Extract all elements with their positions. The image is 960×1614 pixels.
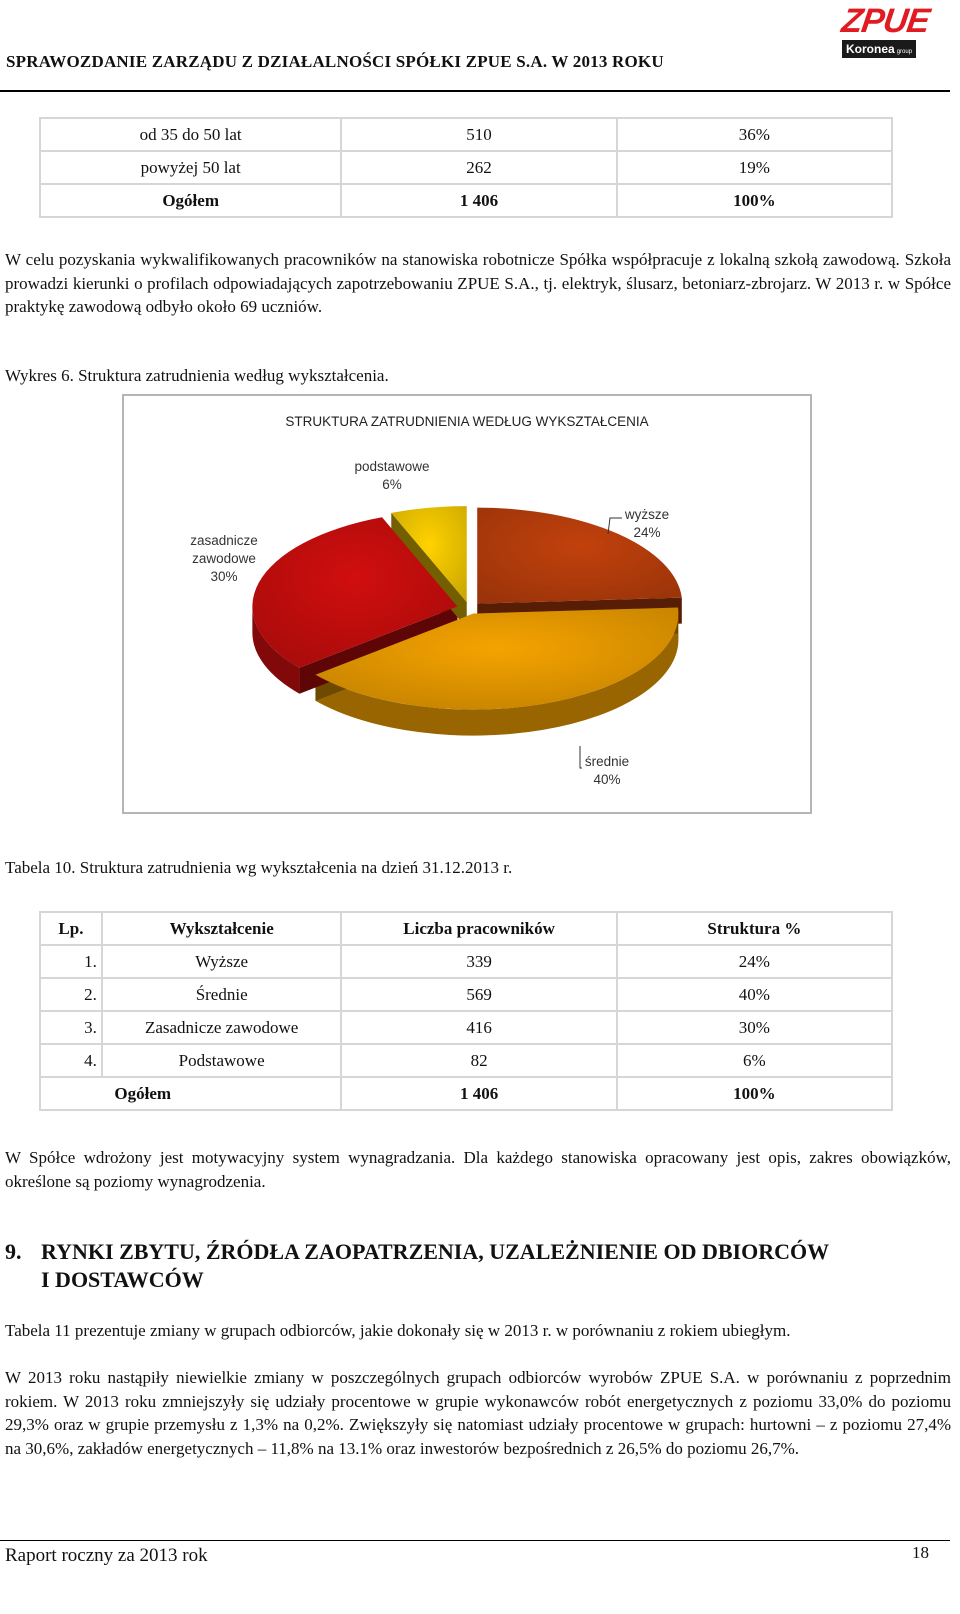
logo-koronea-band [842, 40, 916, 58]
table-cell: Ogółem [40, 184, 341, 217]
pie-chart-svg [124, 396, 810, 812]
header-rule [0, 90, 950, 92]
table-cell: 30% [617, 1011, 892, 1044]
pie-label-wyzsze-name: wyższe [624, 507, 670, 522]
table10-caption: Tabela 10. Struktura zatrudnienia wg wykształcenia na dzień 31.12.2013 r. [5, 858, 513, 877]
table-cell: 569 [341, 978, 616, 1011]
section-title-line2: I DOSTAWCÓW [41, 1267, 204, 1292]
report-header-title: SPRAWOZDANIE ZARZĄDU Z DZIAŁALNOŚCI SPÓŁKI ZPUE S.A. W 2013 ROKU [6, 52, 664, 71]
table-cell: 416 [341, 1011, 616, 1044]
column-header: Struktura % [617, 912, 892, 945]
table-cell: 40% [617, 978, 892, 1011]
table-cell: Podstawowe [102, 1044, 342, 1077]
table-total-row [40, 1077, 892, 1110]
table-row [40, 118, 892, 151]
table-cell: powyżej 50 lat [40, 151, 341, 184]
table-cell: 24% [617, 945, 892, 978]
table-cell: 6% [617, 1044, 892, 1077]
table-cell: Ogółem [40, 1077, 341, 1110]
paragraph-customer-groups: W 2013 roku nastąpiły niewielkie zmiany w poszczególnych grupach odbiorców wyrobów ZPUE S.A. w porównaniu z poprzednim rokiem. W 2013 roku zmniejszyły się udziały procentowe w grupie wykonawców robót energetycznych z poziomu 33,0% do poziomu 29,3% oraz w grupie przemysłu z 1,3% na 0,2%. Zwiększyły się natomiast udziały procentowe w grupach: hurtowni – z poziomu 27,4% na 30,6%, zakładów energetycznych – 11,8% na 13.1% oraz inwestorów bezpośrednich z 26,5% do poziomu 26,7%. [5, 1368, 951, 1458]
logo-koronea-text: Koronea [846, 42, 895, 56]
pie-label-zasadnicze-line2: zawodowe [192, 551, 256, 566]
table-row [40, 1011, 892, 1044]
column-header: Lp. [40, 912, 102, 945]
table-cell: 339 [341, 945, 616, 978]
age-structure-table [39, 117, 893, 218]
zpue-logo [839, 2, 932, 62]
pie-label-srednie [572, 753, 642, 789]
table-cell: 2. [40, 978, 102, 1011]
logo-group-text: group [896, 49, 913, 55]
table-cell: 19% [617, 151, 892, 184]
chart-title: STRUKTURA ZATRUDNIENIA WEDŁUG WYKSZTAŁCENIA [285, 414, 649, 429]
table-row [40, 945, 892, 978]
pie-label-srednie-pct: 40% [593, 772, 621, 787]
table-cell: 100% [617, 1077, 892, 1110]
chart-caption: Wykres 6. Struktura zatrudnienia według wykształcenia. [5, 366, 389, 385]
section-number: 9. [5, 1239, 22, 1264]
pie-label-wyzsze [612, 506, 682, 542]
footer-report-title: Raport roczny za 2013 rok [5, 1545, 208, 1566]
section-9-heading [5, 1238, 829, 1294]
pie-label-zasadnicze-line1: zasadnicze [190, 533, 258, 548]
section-title-line1: RYNKI ZBYTU, ŹRÓDŁA ZAOPATRZENIA, UZALEŻNIENIE OD DBIORCÓW [41, 1239, 830, 1264]
pie-label-zasadnicze [179, 532, 269, 586]
pie-label-srednie-name: średnie [584, 754, 630, 769]
table-cell: 100% [617, 184, 892, 217]
table-row [40, 151, 892, 184]
footer-rule [0, 1540, 950, 1541]
pie-label-podstawowe-name: podstawowe [354, 459, 430, 474]
column-header: Wykształcenie [102, 912, 342, 945]
table-cell: od 35 do 50 lat [40, 118, 341, 151]
education-pie-chart [122, 394, 812, 814]
education-structure-table [39, 911, 893, 1111]
pie-label-wyzsze-pct: 24% [633, 525, 661, 540]
table-cell: 1 406 [341, 1077, 616, 1110]
table-total-row [40, 184, 892, 217]
table-cell: 1. [40, 945, 102, 978]
table-cell: Wyższe [102, 945, 342, 978]
table-cell: 4. [40, 1044, 102, 1077]
table-cell: 82 [341, 1044, 616, 1077]
pie-label-podstawowe-pct: 6% [382, 477, 402, 492]
table-cell: 510 [341, 118, 616, 151]
pie-label-podstawowe [342, 458, 442, 494]
table-cell: 262 [341, 151, 616, 184]
table-cell: Średnie [102, 978, 342, 1011]
paragraph-table11-intro: Tabela 11 prezentuje zmiany w grupach odbiorców, jakie dokonały się w 2013 r. w porównaniu z rokiem ubiegłym. [5, 1321, 791, 1340]
paragraph-vocational-school: W celu pozyskania wykwalifikowanych pracowników na stanowiska robotnicze Spółka współpracuje z lokalną szkołą zawodową. Szkoła prowadzi kierunki o profilach odpowiadających zapotrzebowaniu ZPUE S.A., tj. elektryk, ślusarz, betoniarz-zbrojarz. W 2013 r. w Spółce praktykę zawodową odbyło około 69 uczniów. [5, 250, 951, 316]
table-row [40, 978, 892, 1011]
paragraph-remuneration: W Spółce wdrożony jest motywacyjny system wynagradzania. Dla każdego stanowiska opracowany jest opis, zakres obowiązków, określone są poziomy wynagrodzenia. [5, 1148, 951, 1191]
table-cell: 3. [40, 1011, 102, 1044]
column-header: Liczba pracowników [341, 912, 616, 945]
pie-label-zasadnicze-pct: 30% [210, 569, 238, 584]
table-row [40, 1044, 892, 1077]
logo-wordmark: ZPUE [839, 2, 932, 40]
table-cell: Zasadnicze zawodowe [102, 1011, 342, 1044]
table-cell: 36% [617, 118, 892, 151]
table-header-row [40, 912, 892, 945]
page-number: 18 [912, 1543, 929, 1562]
table-cell: 1 406 [341, 184, 616, 217]
